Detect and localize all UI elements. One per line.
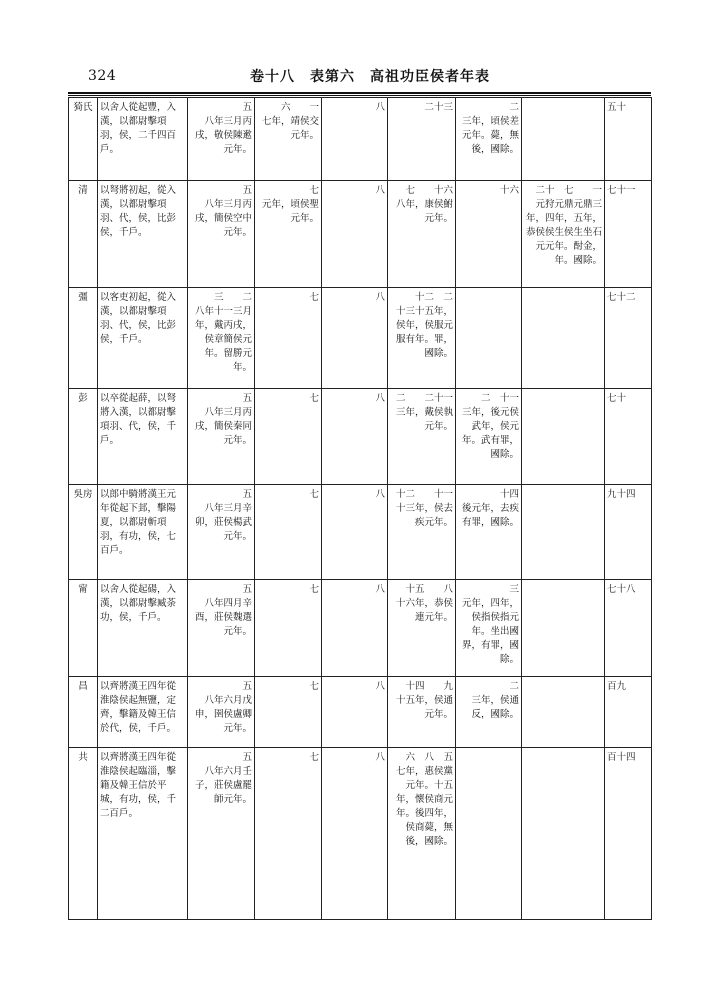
wendi-reign-cell: 七 十六 八年，康侯鮒元年。 xyxy=(388,181,456,288)
wendi-reign-cell: 十四 九 十五年，侯通元年。 xyxy=(388,677,456,748)
empress-lu-reign-cell: 八 xyxy=(322,389,388,485)
huidi-reign-cell: 七 元年，頃侯聖元年。 xyxy=(255,181,322,288)
wudi-reign-cell xyxy=(522,748,605,920)
rank-cell: 七十 xyxy=(605,389,652,485)
marquis-name-cell: 彭 xyxy=(69,389,98,485)
marquis-name-cell: 甯 xyxy=(69,580,98,677)
wendi-reign-cell: 十二 十一 十三年，侯去疾元年。 xyxy=(388,485,456,580)
wudi-reign-cell: 二十 七 一 元狩元鼎元鼎三年，四年，五年，恭侯侯生侯生坐石元元年。酎金，年。國除。 xyxy=(522,181,605,288)
jingdi-reign-cell: 二 十一 三年，後元侯武年，侯元年。武有罪，國除。 xyxy=(456,389,522,485)
huidi-reign-cell: 七 xyxy=(255,389,322,485)
wendi-reign-cell: 二 二十一 三年，戴侯執元年。 xyxy=(388,389,456,485)
wudi-reign-cell xyxy=(522,677,605,748)
empress-lu-reign-cell: 八 xyxy=(322,677,388,748)
wudi-reign-cell xyxy=(522,580,605,677)
rank-cell: 百九 xyxy=(605,677,652,748)
wudi-reign-cell xyxy=(522,98,605,181)
marquis-name-cell: 猗氏 xyxy=(69,98,98,181)
table-row xyxy=(69,748,652,920)
empress-lu-reign-cell: 八 xyxy=(322,98,388,181)
gaozu-reign-cell: 五 八年三月丙戌，敬侯陳遬元年。 xyxy=(188,98,255,181)
rank-cell: 七十八 xyxy=(605,580,652,677)
empress-lu-reign-cell: 八 xyxy=(322,288,388,389)
table-row xyxy=(69,485,652,580)
gaozu-reign-cell: 三 二 八年十一三月年，戴丙戌，侯章簡侯元年。留勝元年。 xyxy=(188,288,255,389)
jingdi-reign-cell: 三 元年，四年，侯指侯指元年。坐出國界，有罪，國除。 xyxy=(456,580,522,677)
huidi-reign-cell: 七 xyxy=(255,288,322,389)
wendi-reign-cell: 十五 八 十六年，恭侯連元年。 xyxy=(388,580,456,677)
table-body xyxy=(69,98,652,920)
table-row xyxy=(69,389,652,485)
jingdi-reign-cell: 二 三年，頃侯差元年。薨，無後，國除。 xyxy=(456,98,522,181)
rank-cell: 百十四 xyxy=(605,748,652,920)
table-row xyxy=(69,580,652,677)
merit-description-cell: 以客吏初起，從入漢，以都尉擊項羽、代，侯，比彭侯，千戶。 xyxy=(98,288,188,389)
wudi-reign-cell xyxy=(522,389,605,485)
rank-cell: 七十二 xyxy=(605,288,652,389)
marquis-name-cell: 吳房 xyxy=(69,485,98,580)
wendi-reign-cell: 六 八 五 七年，惠侯黨元年。十五年，懷侯商元年。後四年，侯商薨，無後，國除。 xyxy=(388,748,456,920)
page-number: 324 xyxy=(88,68,117,84)
gaozu-reign-cell: 五 八年三月丙戌，簡侯秦同元年。 xyxy=(188,389,255,485)
header-rule-thin xyxy=(68,95,651,96)
merit-description-cell: 以郎中騎將漢王元年從起下邽，擊陽夏，以都尉斬項羽，有功，侯，七百戶。 xyxy=(98,485,188,580)
jingdi-reign-cell xyxy=(456,748,522,920)
rank-cell: 七十一 xyxy=(605,181,652,288)
huidi-reign-cell: 七 xyxy=(255,580,322,677)
jingdi-reign-cell xyxy=(456,288,522,389)
wendi-reign-cell: 十二 二 十三十五年，侯年，侯服元服有年。罪，國除。 xyxy=(388,288,456,389)
table-row xyxy=(69,677,652,748)
wudi-reign-cell xyxy=(522,288,605,389)
chronological-table xyxy=(68,97,652,920)
marquis-name-cell: 共 xyxy=(69,748,98,920)
huidi-reign-cell: 七 xyxy=(255,748,322,920)
gaozu-reign-cell: 五 八年六月戊申，圉侯盧卿元年。 xyxy=(188,677,255,748)
empress-lu-reign-cell: 八 xyxy=(322,748,388,920)
marquis-name-cell: 彊 xyxy=(69,288,98,389)
merit-description-cell: 以齊將漢王四年從淮陰侯起無鹽，定齊，擊籍及韓王信於代，侯，千戶。 xyxy=(98,677,188,748)
huidi-reign-cell: 七 xyxy=(255,677,322,748)
merit-description-cell: 以舍人從起豐，入漢，以都尉擊項羽，侯，二千四百戶。 xyxy=(98,98,188,181)
wendi-reign-cell: 二十三 xyxy=(388,98,456,181)
merit-description-cell: 以舍人從起碭，入漢，以都尉擊臧荼功，侯，千戶。 xyxy=(98,580,188,677)
huidi-reign-cell: 六 一 七年，靖侯交元年。 xyxy=(255,98,322,181)
rank-cell: 九十四 xyxy=(605,485,652,580)
gaozu-reign-cell: 五 八年三月丙戌，簡侯空中元年。 xyxy=(188,181,255,288)
empress-lu-reign-cell: 八 xyxy=(322,485,388,580)
marquis-name-cell: 昌 xyxy=(69,677,98,748)
table-row xyxy=(69,98,652,181)
wudi-reign-cell xyxy=(522,485,605,580)
jingdi-reign-cell: 二 三年，侯通反，國除。 xyxy=(456,677,522,748)
empress-lu-reign-cell: 八 xyxy=(322,181,388,288)
jingdi-reign-cell: 十六 xyxy=(456,181,522,288)
table-row xyxy=(69,288,652,389)
rank-cell: 五十 xyxy=(605,98,652,181)
marquis-name-cell: 清 xyxy=(69,181,98,288)
merit-description-cell: 以弩將初起，從入漢，以都尉擊項羽、代，侯，比彭侯，千戶。 xyxy=(98,181,188,288)
header-rule xyxy=(68,92,651,94)
empress-lu-reign-cell: 八 xyxy=(322,580,388,677)
table-row xyxy=(69,181,652,288)
gaozu-reign-cell: 五 八年三月辛卯，莊侯楊武元年。 xyxy=(188,485,255,580)
merit-description-cell: 以齊將漢王四年從淮陰侯起臨淄，擊籍及韓王信於平城，有功，侯，千二百戶。 xyxy=(98,748,188,920)
merit-description-cell: 以卒從起薛，以弩將入漢，以都尉擊項羽、代，侯，千戶。 xyxy=(98,389,188,485)
gaozu-reign-cell: 五 八年六月壬子，莊侯盧罷師元年。 xyxy=(188,748,255,920)
jingdi-reign-cell: 十四 後元年，去疾有罪，國除。 xyxy=(456,485,522,580)
running-title: 卷十八 表第六 高祖功臣侯者年表 xyxy=(250,69,490,85)
gaozu-reign-cell: 五 八年四月辛酉，莊侯魏選元年。 xyxy=(188,580,255,677)
huidi-reign-cell: 七 xyxy=(255,485,322,580)
